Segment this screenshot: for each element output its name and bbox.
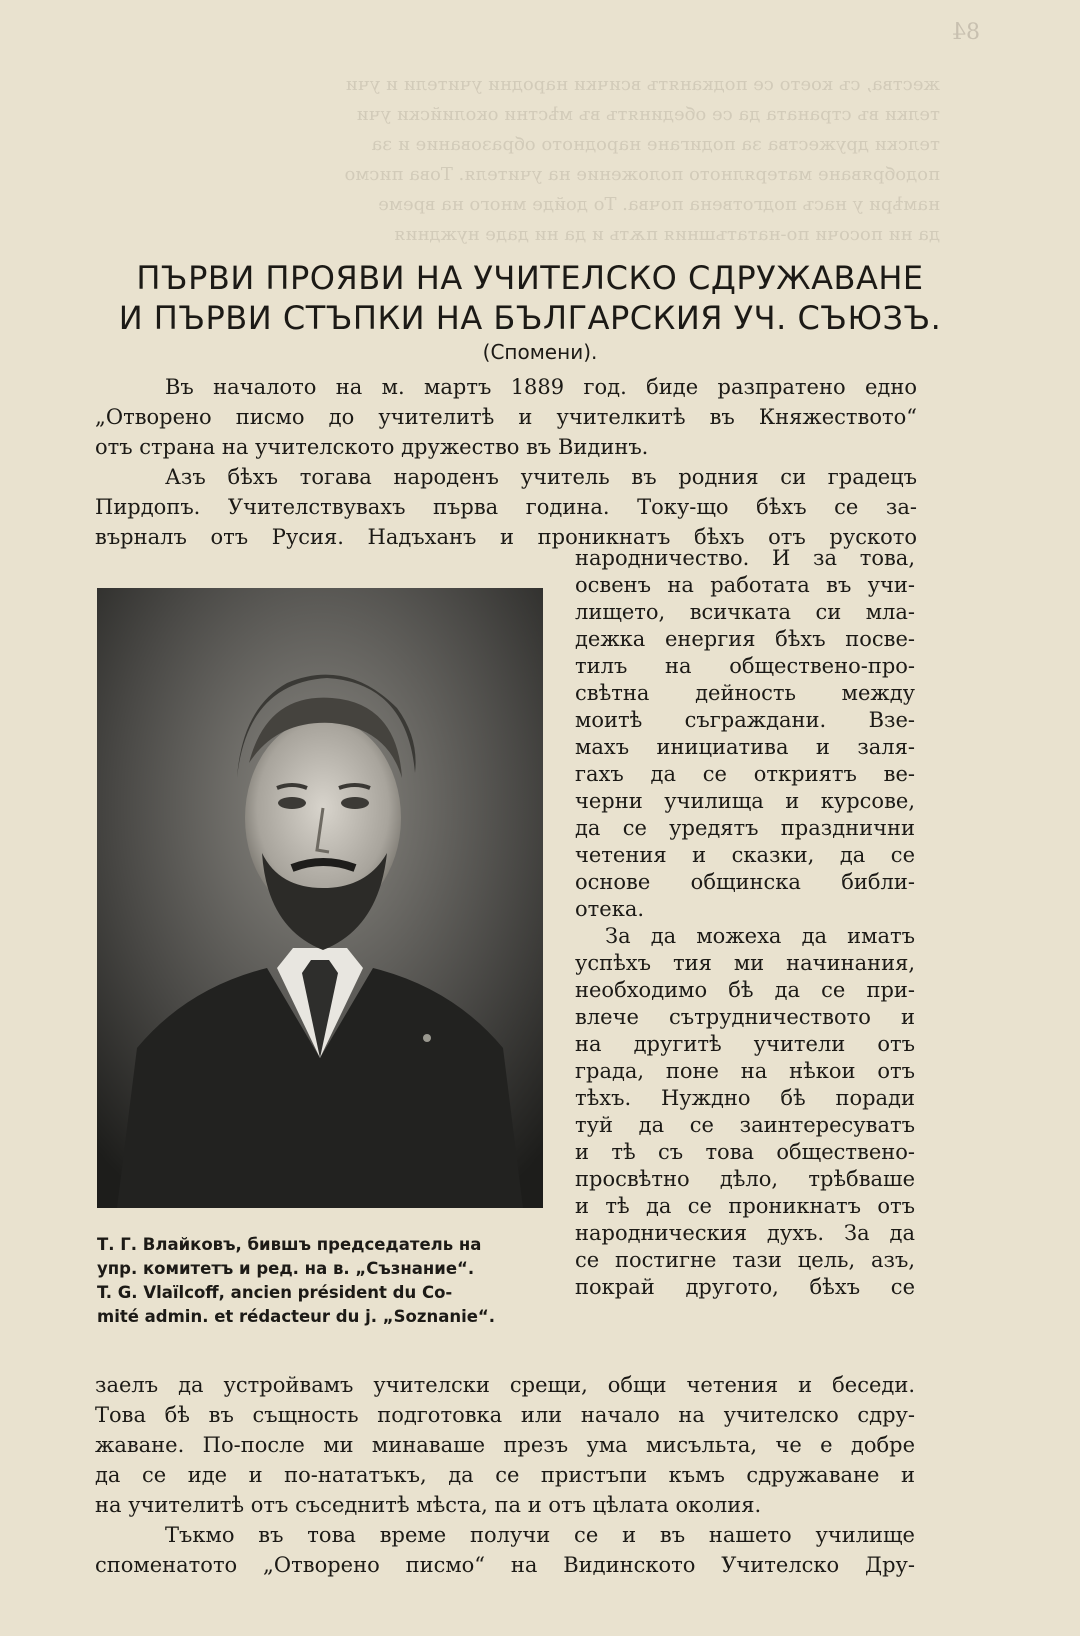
text-line: върналъ отъ Русия. Надъханъ и проникнатъ бѣхъ отъ руското bbox=[95, 525, 917, 549]
text-line: гахъ да се откриятъ ве- bbox=[575, 762, 915, 786]
text-line: покрай другото, бѣхъ се bbox=[575, 1275, 915, 1299]
text-line: За да можеха да иматъ bbox=[605, 924, 915, 948]
intro-paragraph bbox=[95, 372, 917, 552]
portrait-illustration bbox=[97, 588, 543, 1208]
text-line: народничество. И за това, bbox=[575, 546, 915, 570]
text-line: Тъкмо въ това време получи се и въ нашето училище bbox=[165, 1523, 915, 1547]
text-line: отъ страна на учителското дружество въ Видинъ. bbox=[95, 435, 649, 459]
caption-line: mité admin. et rédacteur du j. „Soznanie“. bbox=[97, 1307, 496, 1326]
article-subtitle: (Спомени). bbox=[482, 340, 598, 364]
caption-line: T. G. Vlaïlcoff, ancien président du Co- bbox=[97, 1283, 453, 1302]
text-line: жаване. По-после ми минаваше презъ ума мисъльта, че е добре bbox=[95, 1433, 915, 1457]
caption-line: Т. Г. Влайковъ, бившъ председатель на bbox=[97, 1235, 482, 1254]
right-column-text bbox=[575, 545, 915, 1301]
text-line: да се иде и по-нататъкъ, да се пристъпи къмъ сдружаване и bbox=[95, 1463, 915, 1487]
text-line: лището, всичката си мла- bbox=[575, 600, 915, 624]
text-line: успѣхъ тия ми начинания, bbox=[575, 951, 915, 975]
text-line: Пирдопъ. Учителствувахъ първа година. Току-що бѣхъ се за- bbox=[95, 495, 917, 519]
portrait-photo bbox=[97, 588, 543, 1208]
text-line: на учителитѣ отъ съседнитѣ мѣста, па и отъ цѣлата околия. bbox=[95, 1493, 762, 1517]
text-line: влече сътрудничеството и bbox=[575, 1005, 915, 1029]
text-line: града, поне на нѣкои отъ bbox=[575, 1059, 915, 1083]
text-line: споменатото „Отворено писмо“ на Видинското Учителско Дру- bbox=[95, 1553, 915, 1577]
text-line: дежка енергия бѣхъ посве- bbox=[575, 627, 915, 651]
text-line: освенъ на работата въ учи- bbox=[575, 573, 915, 597]
text-line: свѣтна дейность между bbox=[575, 681, 915, 705]
text-line: туй да се заинтересуватъ bbox=[575, 1113, 915, 1137]
text-line: и тѣ да се проникнатъ отъ bbox=[575, 1194, 915, 1218]
text-line: „Отворено писмо до учителитѣ и учителкитѣ въ Княжеството“ bbox=[95, 405, 917, 429]
text-line: се постигне тази цель, азъ, bbox=[575, 1248, 915, 1272]
text-line: Това бѣ въ същность подготовка или начало на учителско сдру- bbox=[95, 1403, 915, 1427]
page-number: 84 bbox=[952, 20, 980, 45]
text-line: народническия духъ. За да bbox=[575, 1221, 915, 1245]
caption-line: упр. комитетъ и ред. на в. „Съзнание“. bbox=[97, 1259, 475, 1278]
text-line: просвѣтно дѣло, трѣбваше bbox=[575, 1167, 915, 1191]
text-line: Въ началото на м. мартъ 1889 год. биде разпратено едно bbox=[165, 375, 917, 399]
text-line: на другитѣ учители отъ bbox=[575, 1032, 915, 1056]
text-line: необходимо бѣ да се при- bbox=[575, 978, 915, 1002]
text-line: моитѣ съграждани. Взе- bbox=[575, 708, 915, 732]
text-line: черни училища и курсове, bbox=[575, 789, 915, 813]
text-line: четения и сказки, да се bbox=[575, 843, 915, 867]
photo-caption bbox=[97, 1233, 547, 1329]
text-line: тѣхъ. Нуждно бѣ поради bbox=[575, 1086, 915, 1110]
title-line-1: ПЪРВИ ПРОЯВИ НА УЧИТЕЛСКО СДРУЖАВАНЕ bbox=[136, 259, 924, 297]
text-line: основе общинска библи- bbox=[575, 870, 915, 894]
text-line: заелъ да устройвамъ учителски срещи, общи четения и беседи. bbox=[95, 1373, 915, 1397]
article-title bbox=[90, 258, 970, 338]
text-line: да се уредятъ празднични bbox=[575, 816, 915, 840]
text-line: махъ инициатива и заля- bbox=[575, 735, 915, 759]
text-line: и тѣ съ това обществено- bbox=[575, 1140, 915, 1164]
bottom-paragraph bbox=[95, 1370, 915, 1580]
text-line: Азъ бѣхъ тогава народенъ учитель въ родния си градецъ bbox=[165, 465, 917, 489]
text-line: отека. bbox=[575, 897, 645, 921]
bleed-through-text: жества, съ което се подканятъ всички народни учители и учи телки въ страната да се обединятъ въ мѣстни околийски учи телски дружества за подигане народното образование и за подобряване матерялното положение на учителя. Това писмо намѣри у насъ подготвена почва. То дойде много на време да ни посочи по-нататъшния пѫть и да ни даде нуждния bbox=[344, 74, 940, 245]
text-line: тилъ на обществено-про- bbox=[575, 654, 915, 678]
title-line-2: И ПЪРВИ СТЪПКИ НА БЪЛГАРСКИЯ УЧ. СЪЮЗЪ. bbox=[118, 299, 942, 337]
